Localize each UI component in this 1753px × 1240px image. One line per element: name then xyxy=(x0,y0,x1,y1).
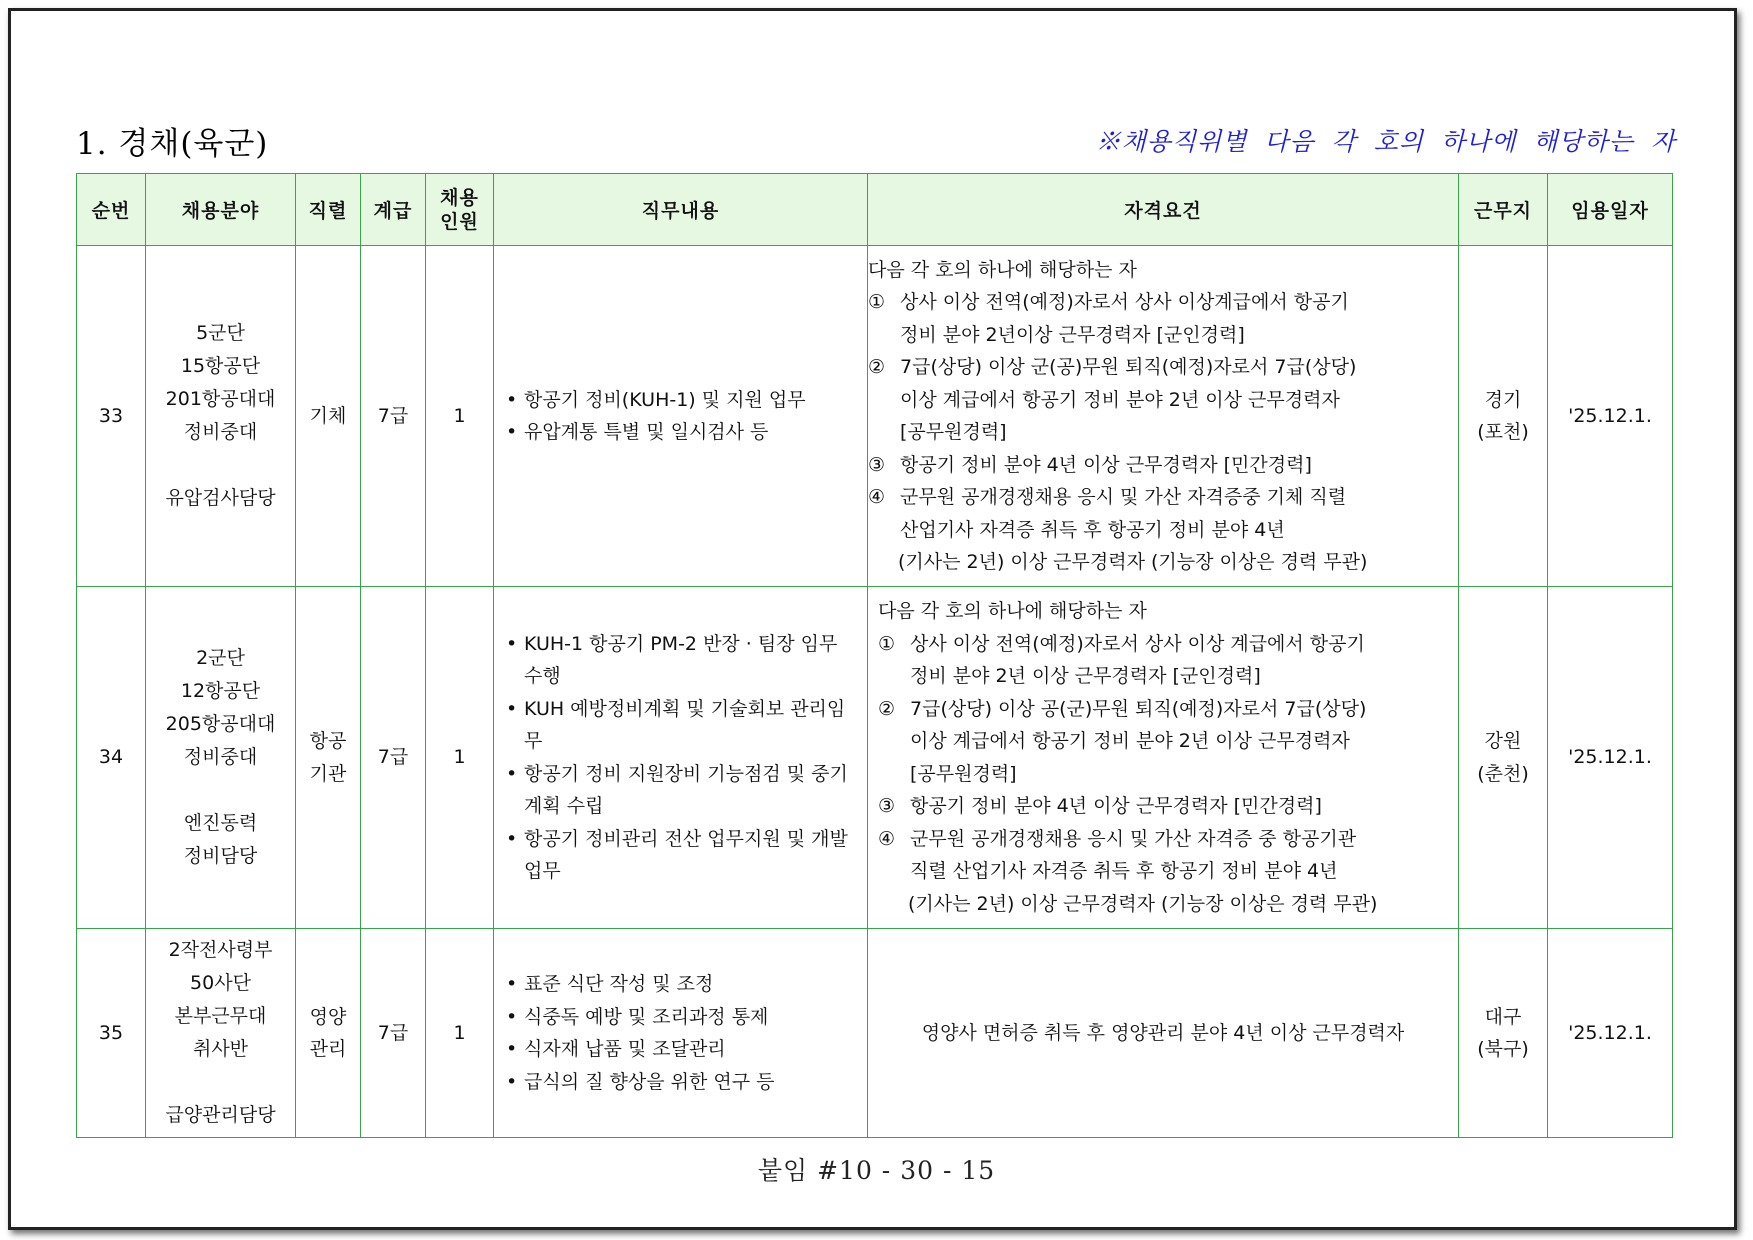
location-line: (춘천) xyxy=(1477,762,1529,785)
field-line: 2군단 xyxy=(196,647,245,669)
qual-number: ④ xyxy=(868,486,886,508)
location-line: (북구) xyxy=(1477,1038,1529,1060)
qual-item xyxy=(868,449,1458,482)
grade: 7급 xyxy=(361,246,426,587)
qual-number: ④ xyxy=(878,827,896,850)
header-date: 임용일자 xyxy=(1548,174,1673,246)
qual-line: 정비 분야 2년이상 근무경력자 [군인경력] xyxy=(900,323,1245,346)
row-number: 35 xyxy=(77,929,146,1138)
recruitment-table xyxy=(76,173,1673,1138)
qual-line: 항공기 정비 분야 4년 이상 근무경력자 [민간경력] xyxy=(900,453,1312,476)
qual-line: 군무원 공개경쟁채용 응시 및 가산 자격증 중 항공기관 xyxy=(910,827,1357,850)
grade: 7급 xyxy=(361,929,426,1138)
qual-number: ① xyxy=(868,291,886,313)
field-line: 급양관리담당 xyxy=(165,1104,276,1126)
job-series xyxy=(296,929,361,1138)
grade: 7급 xyxy=(361,587,426,929)
appointment-date: '25.12.1. xyxy=(1548,587,1673,929)
qual-line: 이상 계급에서 항공기 정비 분야 2년 이상 근무경력자 xyxy=(900,388,1340,411)
field-gap xyxy=(146,1066,295,1099)
series-line: 항공 xyxy=(309,730,347,752)
duty-item: • 항공기 정비관리 전산 업무지원 및 개발업무 xyxy=(504,823,857,888)
duty-item: • 항공기 정비(KUH-1) 및 지원 업무 xyxy=(504,384,857,417)
duties-cell xyxy=(494,246,868,587)
qual-line: 정비 분야 2년 이상 근무경력자 [군인경력] xyxy=(910,665,1261,687)
appointment-date: '25.12.1. xyxy=(1548,929,1673,1138)
table-row xyxy=(77,587,1673,929)
qual-line: 산업기사 자격증 취득 후 항공기 정비 분야 4년 xyxy=(900,518,1285,541)
table-row xyxy=(77,929,1673,1138)
qual-number: ③ xyxy=(878,795,896,817)
qual-item xyxy=(878,628,1458,693)
work-location xyxy=(1459,929,1548,1138)
appointment-date: '25.12.1. xyxy=(1548,246,1673,587)
qual-item xyxy=(868,351,1458,449)
field-line: 5군단 xyxy=(196,322,245,344)
qual-item xyxy=(868,481,1458,579)
table-header-row xyxy=(77,174,1673,246)
location-line: 대구 xyxy=(1484,1005,1522,1028)
recruit-field xyxy=(146,929,296,1138)
duty-item: • 식자재 납품 및 조달관리 xyxy=(504,1033,857,1066)
series-line: 관리 xyxy=(309,1038,347,1060)
field-line: 12항공단 xyxy=(180,680,261,702)
header-series: 직렬 xyxy=(296,174,361,246)
qual-line: 이상 계급에서 항공기 정비 분야 2년 이상 근무경력자 xyxy=(910,730,1350,752)
field-line: 205항공대대 xyxy=(165,713,276,735)
location-line: (포천) xyxy=(1477,421,1529,443)
row-number: 34 xyxy=(77,587,146,929)
qual-line: 직렬 산업기사 자격증 취득 후 항공기 정비 분야 4년 xyxy=(910,860,1338,882)
field-line: 정비중대 xyxy=(183,421,258,443)
duty-item: • 항공기 정비 지원장비 기능점검 및 중기계획 수립 xyxy=(504,758,857,823)
table-row xyxy=(77,246,1673,587)
field-line: 정비중대 xyxy=(183,746,258,768)
series-line: 영양 xyxy=(309,1005,347,1028)
hire-count: 1 xyxy=(426,246,494,587)
field-line: 정비담당 xyxy=(183,845,258,867)
duty-item: • 표준 식단 작성 및 조정 xyxy=(504,968,857,1001)
recruit-field xyxy=(146,246,296,587)
qual-line: 7급(상당) 이상 공(군)무원 퇴직(예정)자로서 7급(상당) xyxy=(910,697,1367,720)
recruit-field xyxy=(146,587,296,929)
qual-line: 군무원 공개경쟁채용 응시 및 가산 자격증중 기체 직렬 xyxy=(900,486,1347,508)
eligibility-note: ※채용직위별 다음 각 호의 하나에 해당하는 자 xyxy=(1095,127,1676,156)
qual-item xyxy=(878,823,1458,921)
field-gap xyxy=(146,449,295,482)
qual-line: (기사는 2년) 이상 근무경력자 (기능장 이상은 경력 무관) xyxy=(908,892,1378,915)
duty-item: • KUH 예방정비계획 및 기술회보 관리임무 xyxy=(504,693,857,758)
qual-line: 7급(상당) 이상 군(공)무원 퇴직(예정)자로서 7급(상당) xyxy=(900,356,1357,378)
header-no: 순번 xyxy=(77,174,146,246)
qual-item xyxy=(868,286,1458,351)
location-line: 경기 xyxy=(1484,388,1522,411)
header-location: 근무지 xyxy=(1459,174,1548,246)
hire-count: 1 xyxy=(426,929,494,1138)
work-location xyxy=(1459,587,1548,929)
job-series xyxy=(296,587,361,929)
duty-item: • KUH-1 항공기 PM-2 반장 · 팀장 임무 수행 xyxy=(504,628,857,693)
location-line: 강원 xyxy=(1484,730,1522,752)
header-grade: 계급 xyxy=(361,174,426,246)
qual-line: [공무원경력] xyxy=(900,421,1007,443)
field-line: 유압검사담당 xyxy=(165,487,276,509)
header-field: 채용분야 xyxy=(146,174,296,246)
qual-line: 항공기 정비 분야 4년 이상 근무경력자 [민간경력] xyxy=(910,795,1322,817)
qual-intro: 다음 각 호의 하나에 해당하는 자 xyxy=(868,258,1137,281)
hire-count: 1 xyxy=(426,587,494,929)
qual-number: ② xyxy=(878,697,896,720)
qual-line: 상사 이상 전역(예정)자로서 상사 이상계급에서 항공기 xyxy=(900,291,1349,313)
qual-number: ② xyxy=(868,356,886,378)
row-number: 33 xyxy=(77,246,146,587)
field-line: 엔진동력 xyxy=(183,812,258,834)
header-count: 채용 인원 xyxy=(426,174,494,246)
duty-item: • 유압계통 특별 및 일시검사 등 xyxy=(504,416,857,449)
field-line: 201항공대대 xyxy=(165,388,276,410)
work-location xyxy=(1459,246,1548,587)
qual-line: 상사 이상 전역(예정)자로서 상사 이상 계급에서 항공기 xyxy=(910,632,1365,655)
field-line: 본부근무대 xyxy=(174,1005,267,1027)
field-line: 50사단 xyxy=(190,972,251,994)
field-line: 취사반 xyxy=(192,1038,249,1060)
section-title: 1. 경채(육군) xyxy=(76,126,269,162)
field-gap xyxy=(146,774,295,807)
duties-cell xyxy=(494,929,868,1138)
qual-line: (기사는 2년) 이상 근무경력자 (기능장 이상은 경력 무관) xyxy=(898,551,1368,573)
qual-line: [공무원경력] xyxy=(910,762,1017,785)
duty-item: • 식중독 예방 및 조리과정 통제 xyxy=(504,1001,857,1034)
qual-item xyxy=(878,693,1458,791)
qual-intro: 다음 각 호의 하나에 해당하는 자 xyxy=(878,600,1147,622)
qualifications-cell xyxy=(868,246,1459,587)
duty-item: • 급식의 질 향상을 위한 연구 등 xyxy=(504,1066,857,1099)
series-line: 기체 xyxy=(309,404,347,427)
job-series xyxy=(296,246,361,587)
series-line: 기관 xyxy=(309,762,347,785)
header-qualifications: 자격요건 xyxy=(868,174,1459,246)
field-line: 2작전사령부 xyxy=(168,939,273,961)
field-line: 15항공단 xyxy=(180,355,261,377)
qual-number: ① xyxy=(878,632,896,655)
qual-number: ③ xyxy=(868,453,886,476)
duties-cell xyxy=(494,587,868,929)
qualifications-cell: 영양사 면허증 취득 후 영양관리 분야 4년 이상 근무경력자 xyxy=(868,929,1459,1138)
page-footer: 붙임 #10 - 30 - 15 xyxy=(757,1156,996,1185)
qualifications-cell xyxy=(868,587,1459,929)
header-duties: 직무내용 xyxy=(494,174,868,246)
qual-item xyxy=(878,790,1458,823)
